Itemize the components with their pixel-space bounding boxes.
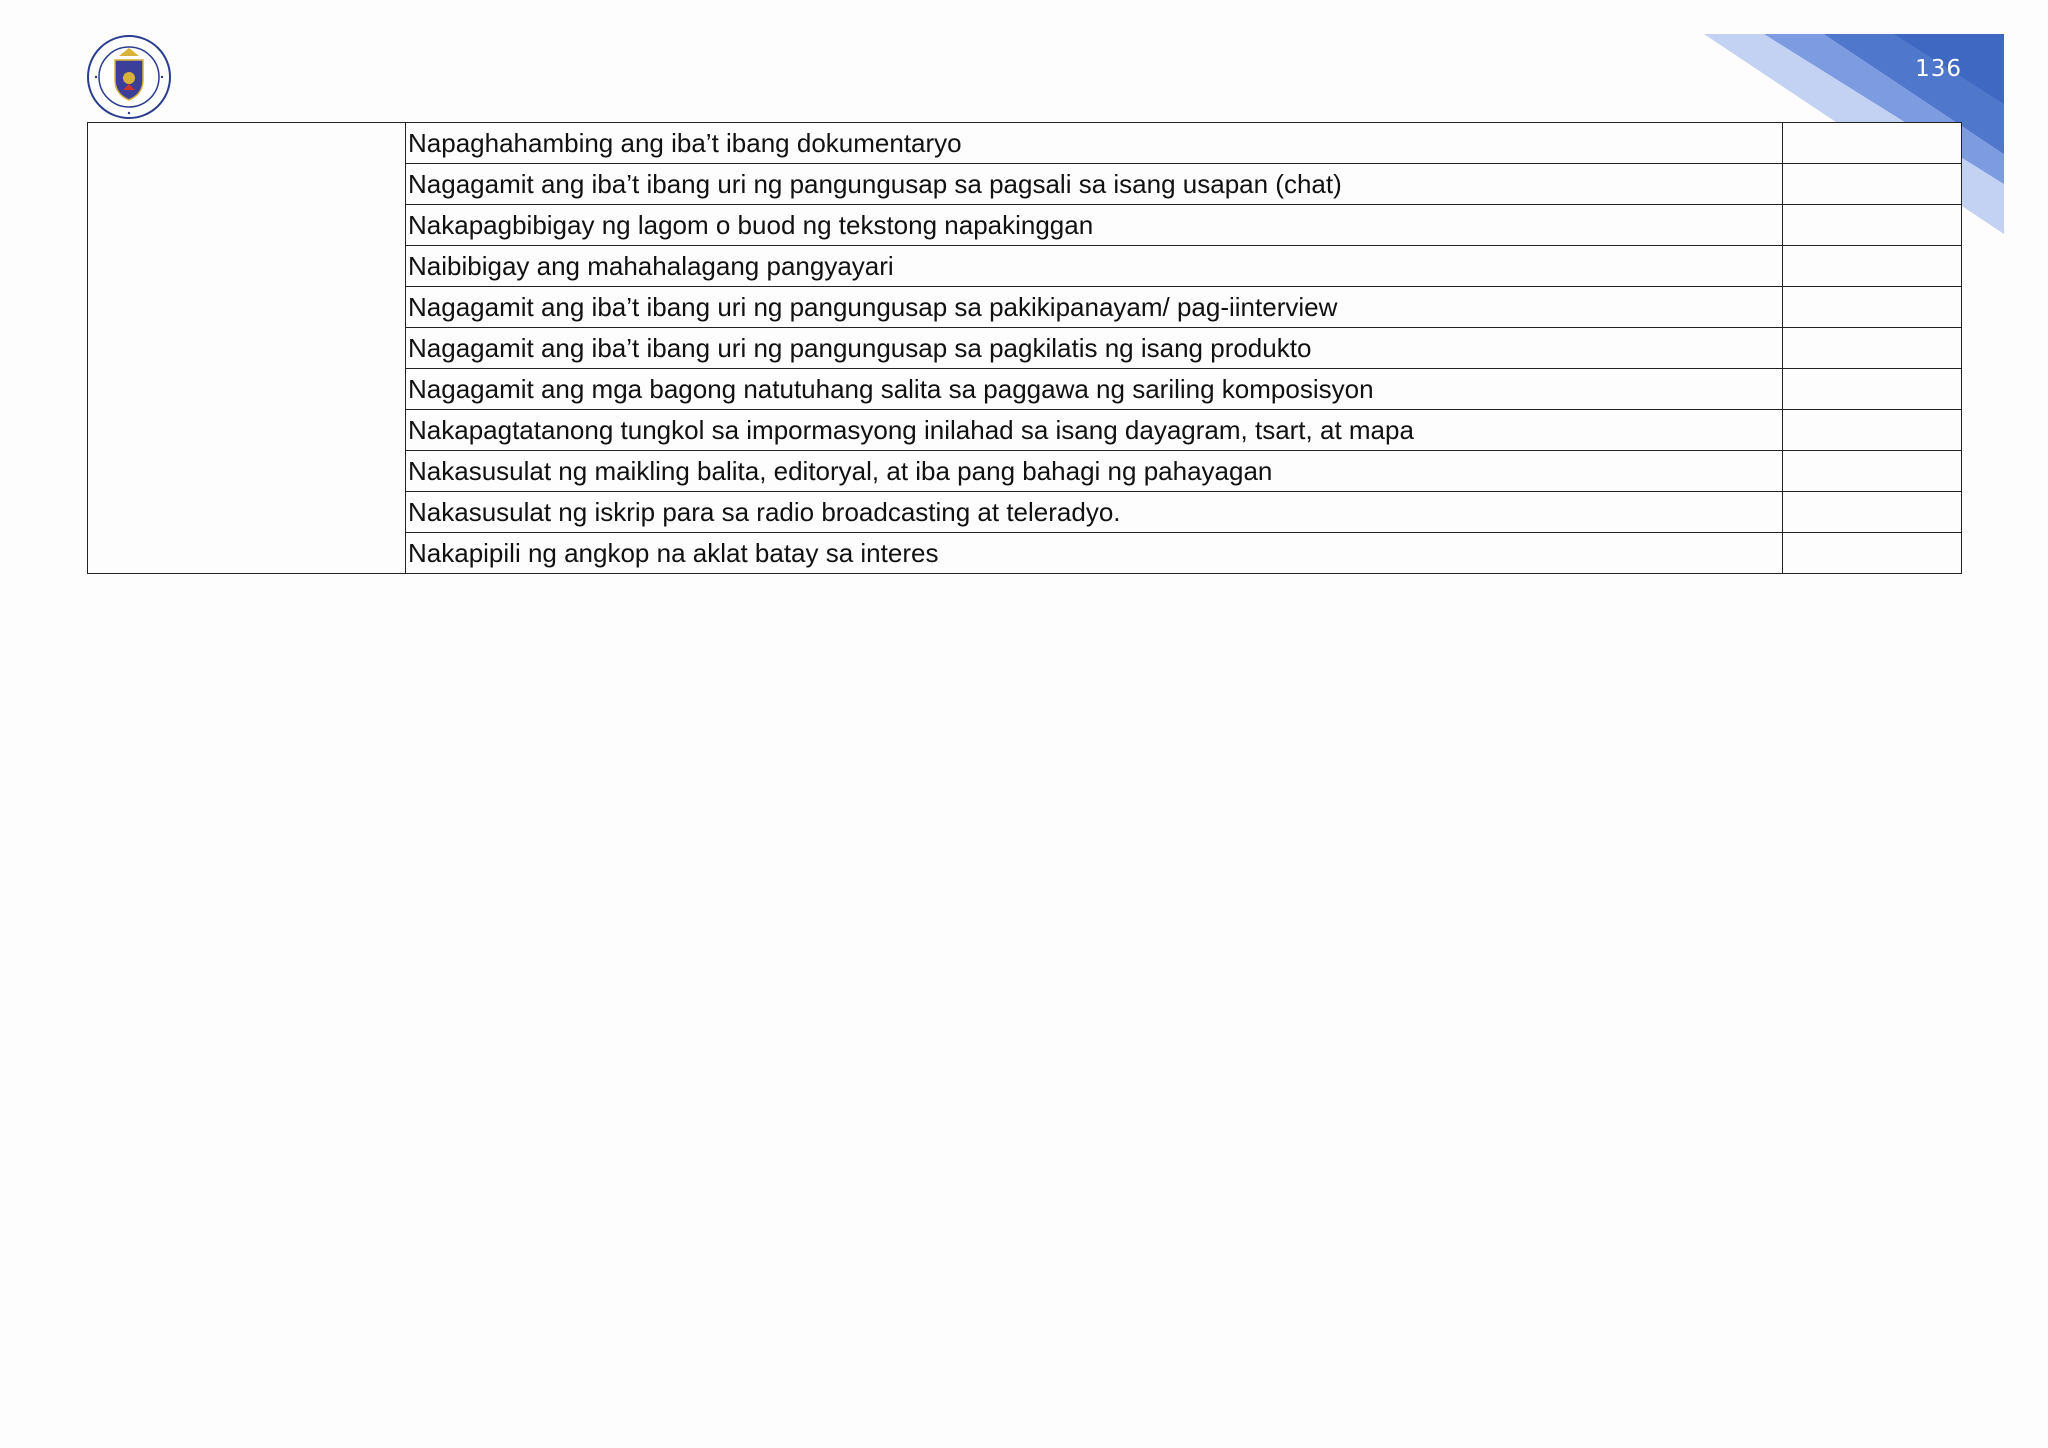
deped-seal-logo: [86, 34, 172, 120]
competency-cell: Nagagamit ang mga bagong natutuhang salita sa paggawa ng sariling komposisyon: [406, 369, 1783, 410]
mark-cell: [1783, 205, 1962, 246]
mark-cell: [1783, 164, 1962, 205]
competency-cell: Napaghahambing ang iba’t ibang dokumentaryo: [406, 123, 1783, 164]
competency-cell: Nakapipili ng angkop na aklat batay sa interes: [406, 533, 1783, 574]
mark-cell: [1783, 369, 1962, 410]
mark-cell: [1783, 287, 1962, 328]
competency-cell: Naibibigay ang mahahalagang pangyayari: [406, 246, 1783, 287]
mark-cell: [1783, 328, 1962, 369]
competency-cell: Nakapagtatanong tungkol sa impormasyong inilahad sa isang dayagram, tsart, at mapa: [406, 410, 1783, 451]
competency-table: [87, 122, 1962, 574]
competency-cell: Nagagamit ang iba’t ibang uri ng pangungusap sa pakikipanayam/ pag-iinterview: [406, 287, 1783, 328]
page-number: 136: [1915, 56, 1962, 82]
table-row: [88, 123, 1962, 164]
competency-cell: Nakasusulat ng iskrip para sa radio broadcasting at teleradyo.: [406, 492, 1783, 533]
competency-cell: Nagagamit ang iba’t ibang uri ng pangungusap sa pagkilatis ng isang produkto: [406, 328, 1783, 369]
mark-cell: [1783, 410, 1962, 451]
competency-cell: Nakapagbibigay ng lagom o buod ng tekstong napakinggan: [406, 205, 1783, 246]
mark-cell: [1783, 451, 1962, 492]
learning-area-cell: [88, 123, 406, 574]
competency-cell: Nagagamit ang iba’t ibang uri ng pangungusap sa pagsali sa isang usapan (chat): [406, 164, 1783, 205]
table-body: [88, 123, 1962, 574]
mark-cell: [1783, 246, 1962, 287]
competency-cell: Nakasusulat ng maikling balita, editoryal, at iba pang bahagi ng pahayagan: [406, 451, 1783, 492]
mark-cell: [1783, 123, 1962, 164]
mark-cell: [1783, 533, 1962, 574]
mark-cell: [1783, 492, 1962, 533]
